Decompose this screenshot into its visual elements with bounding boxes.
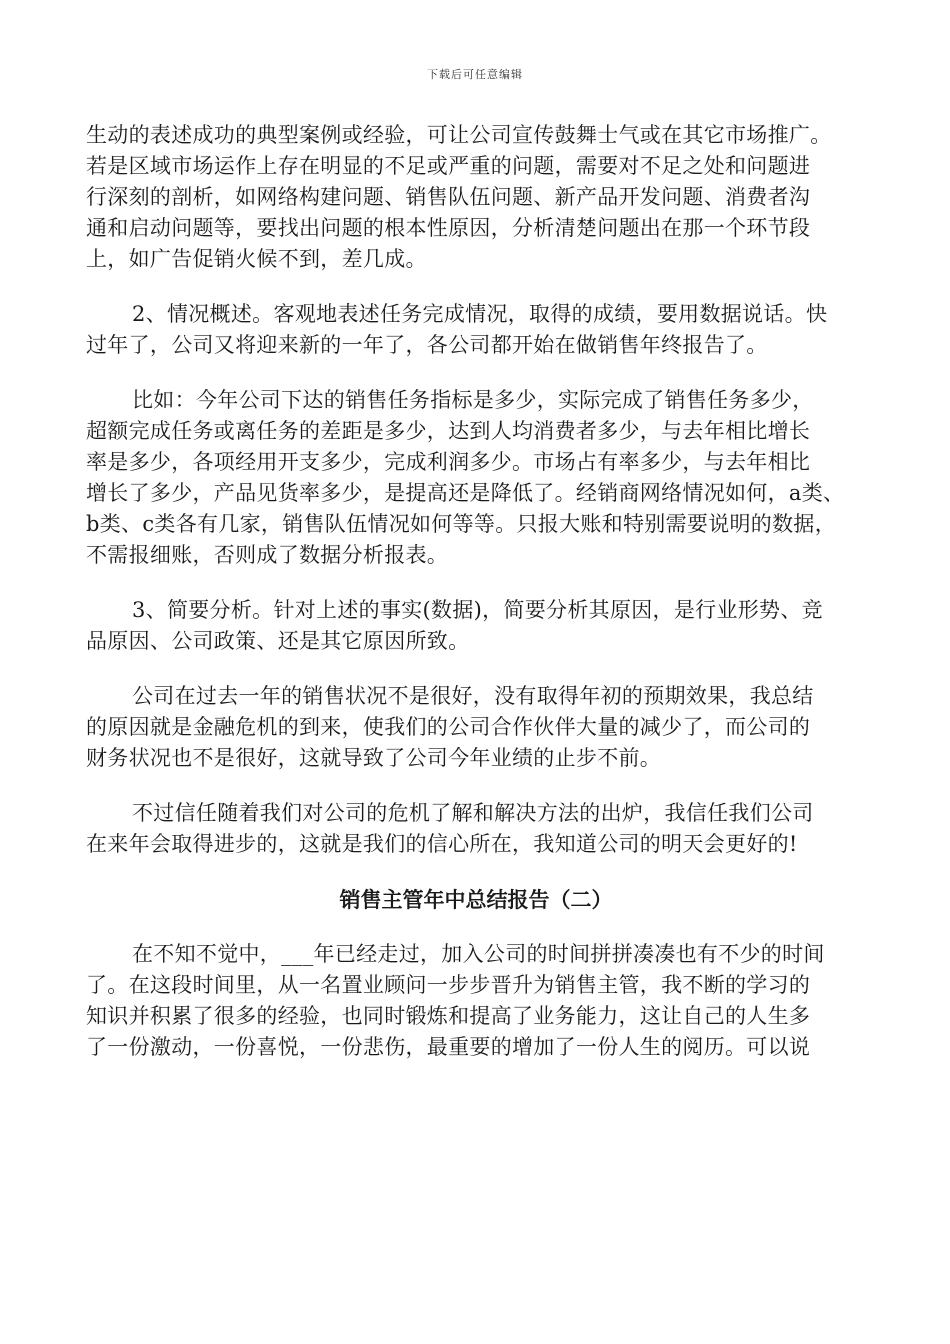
text-line: 在不知不觉中，___年已经走过，加入公司的时间拼拼凑凑也有不少的时间: [132, 942, 825, 966]
text-line: 品原因、公司政策、还是其它原因所致。: [86, 629, 470, 653]
paragraph-6: [86, 798, 866, 860]
text-line: 上，如广告促销火候不到，差几成。: [86, 247, 427, 271]
text-line: 了一份激动，一份喜悦，一份悲伤，最重要的增加了一份人生的阅历。可以说: [86, 1035, 811, 1059]
section-title: 销售主管年中总结报告（二）: [339, 887, 613, 912]
text-line: 不需报细账，否则成了数据分析报表。: [86, 543, 449, 567]
text-line: 通和启动问题等，要找出问题的根本性原因，分析清楚问题出在那一个环节段: [86, 216, 811, 240]
paragraph-5: [86, 681, 866, 774]
paragraph-3: [86, 385, 866, 571]
text-line: 过年了，公司又将迎来新的一年了，各公司都开始在做销售年终报告了。: [86, 333, 768, 357]
text-line: 了。在这段时间里，从一名置业顾问一步步晋升为销售主管，我不断的学习的: [86, 973, 811, 997]
text-line: 2、情况概述。客观地表述任务完成情况，取得的成绩，要用数据说话。快: [132, 302, 828, 326]
text-line: 财务状况也不是很好，这就导致了公司今年业绩的止步不前。: [86, 746, 662, 770]
text-line: 增长了多少，产品见货率多少，是提高还是降低了。经销商网络情况如何，a类、: [86, 481, 845, 505]
text-line: 比如：今年公司下达的销售任务指标是多少，实际完成了销售任务多少，: [132, 388, 814, 412]
text-line: 知识并积累了很多的经验，也同时锻炼和提高了业务能力，这让自己的人生多: [86, 1004, 811, 1028]
text-line: 生动的表述成功的典型案例或经验，可让公司宣传鼓舞士气或在其它市场推广。: [86, 123, 832, 147]
text-line: 行深刻的剖析，如网络构建问题、销售队伍问题、新产品开发问题、消费者沟: [86, 185, 811, 209]
text-line: 3、简要分析。针对上述的事实(数据)，简要分析其原因，是行业形势、竞: [132, 598, 823, 622]
document-body: [86, 120, 866, 1087]
text-line: b类、c类各有几家，销售队伍情况如何等等。只报大账和特别需要说明的数据，: [86, 512, 837, 536]
text-line: 的原因就是金融危机的到来，使我们的公司合作伙伴大量的减少了，而公司的: [86, 715, 811, 739]
paragraph-2: [86, 299, 866, 361]
paragraph-4: [86, 595, 866, 657]
text-line: 不过信任随着我们对公司的危机了解和解决方法的出炉，我信任我们公司: [132, 801, 814, 825]
text-line: 在来年会取得进步的，这就是我们的信心所在，我知道公司的明天会更好的!: [86, 832, 798, 856]
section-paragraph: [86, 939, 866, 1063]
text-line: 若是区域市场运作上存在明显的不足或严重的问题，需要对不足之处和问题进: [86, 154, 811, 178]
text-line: 率是多少，各项经用开支多少，完成利润多少。市场占有率多少，与去年相比: [86, 450, 811, 474]
paragraph-1: [86, 120, 866, 275]
text-line: 公司在过去一年的销售状况不是很好，没有取得年初的预期效果，我总结: [132, 684, 814, 708]
text-line: 超额完成任务或离任务的差距是多少，达到人均消费者多少，与去年相比增长: [86, 419, 811, 443]
page-header-note: 下载后可任意编辑: [427, 68, 523, 81]
